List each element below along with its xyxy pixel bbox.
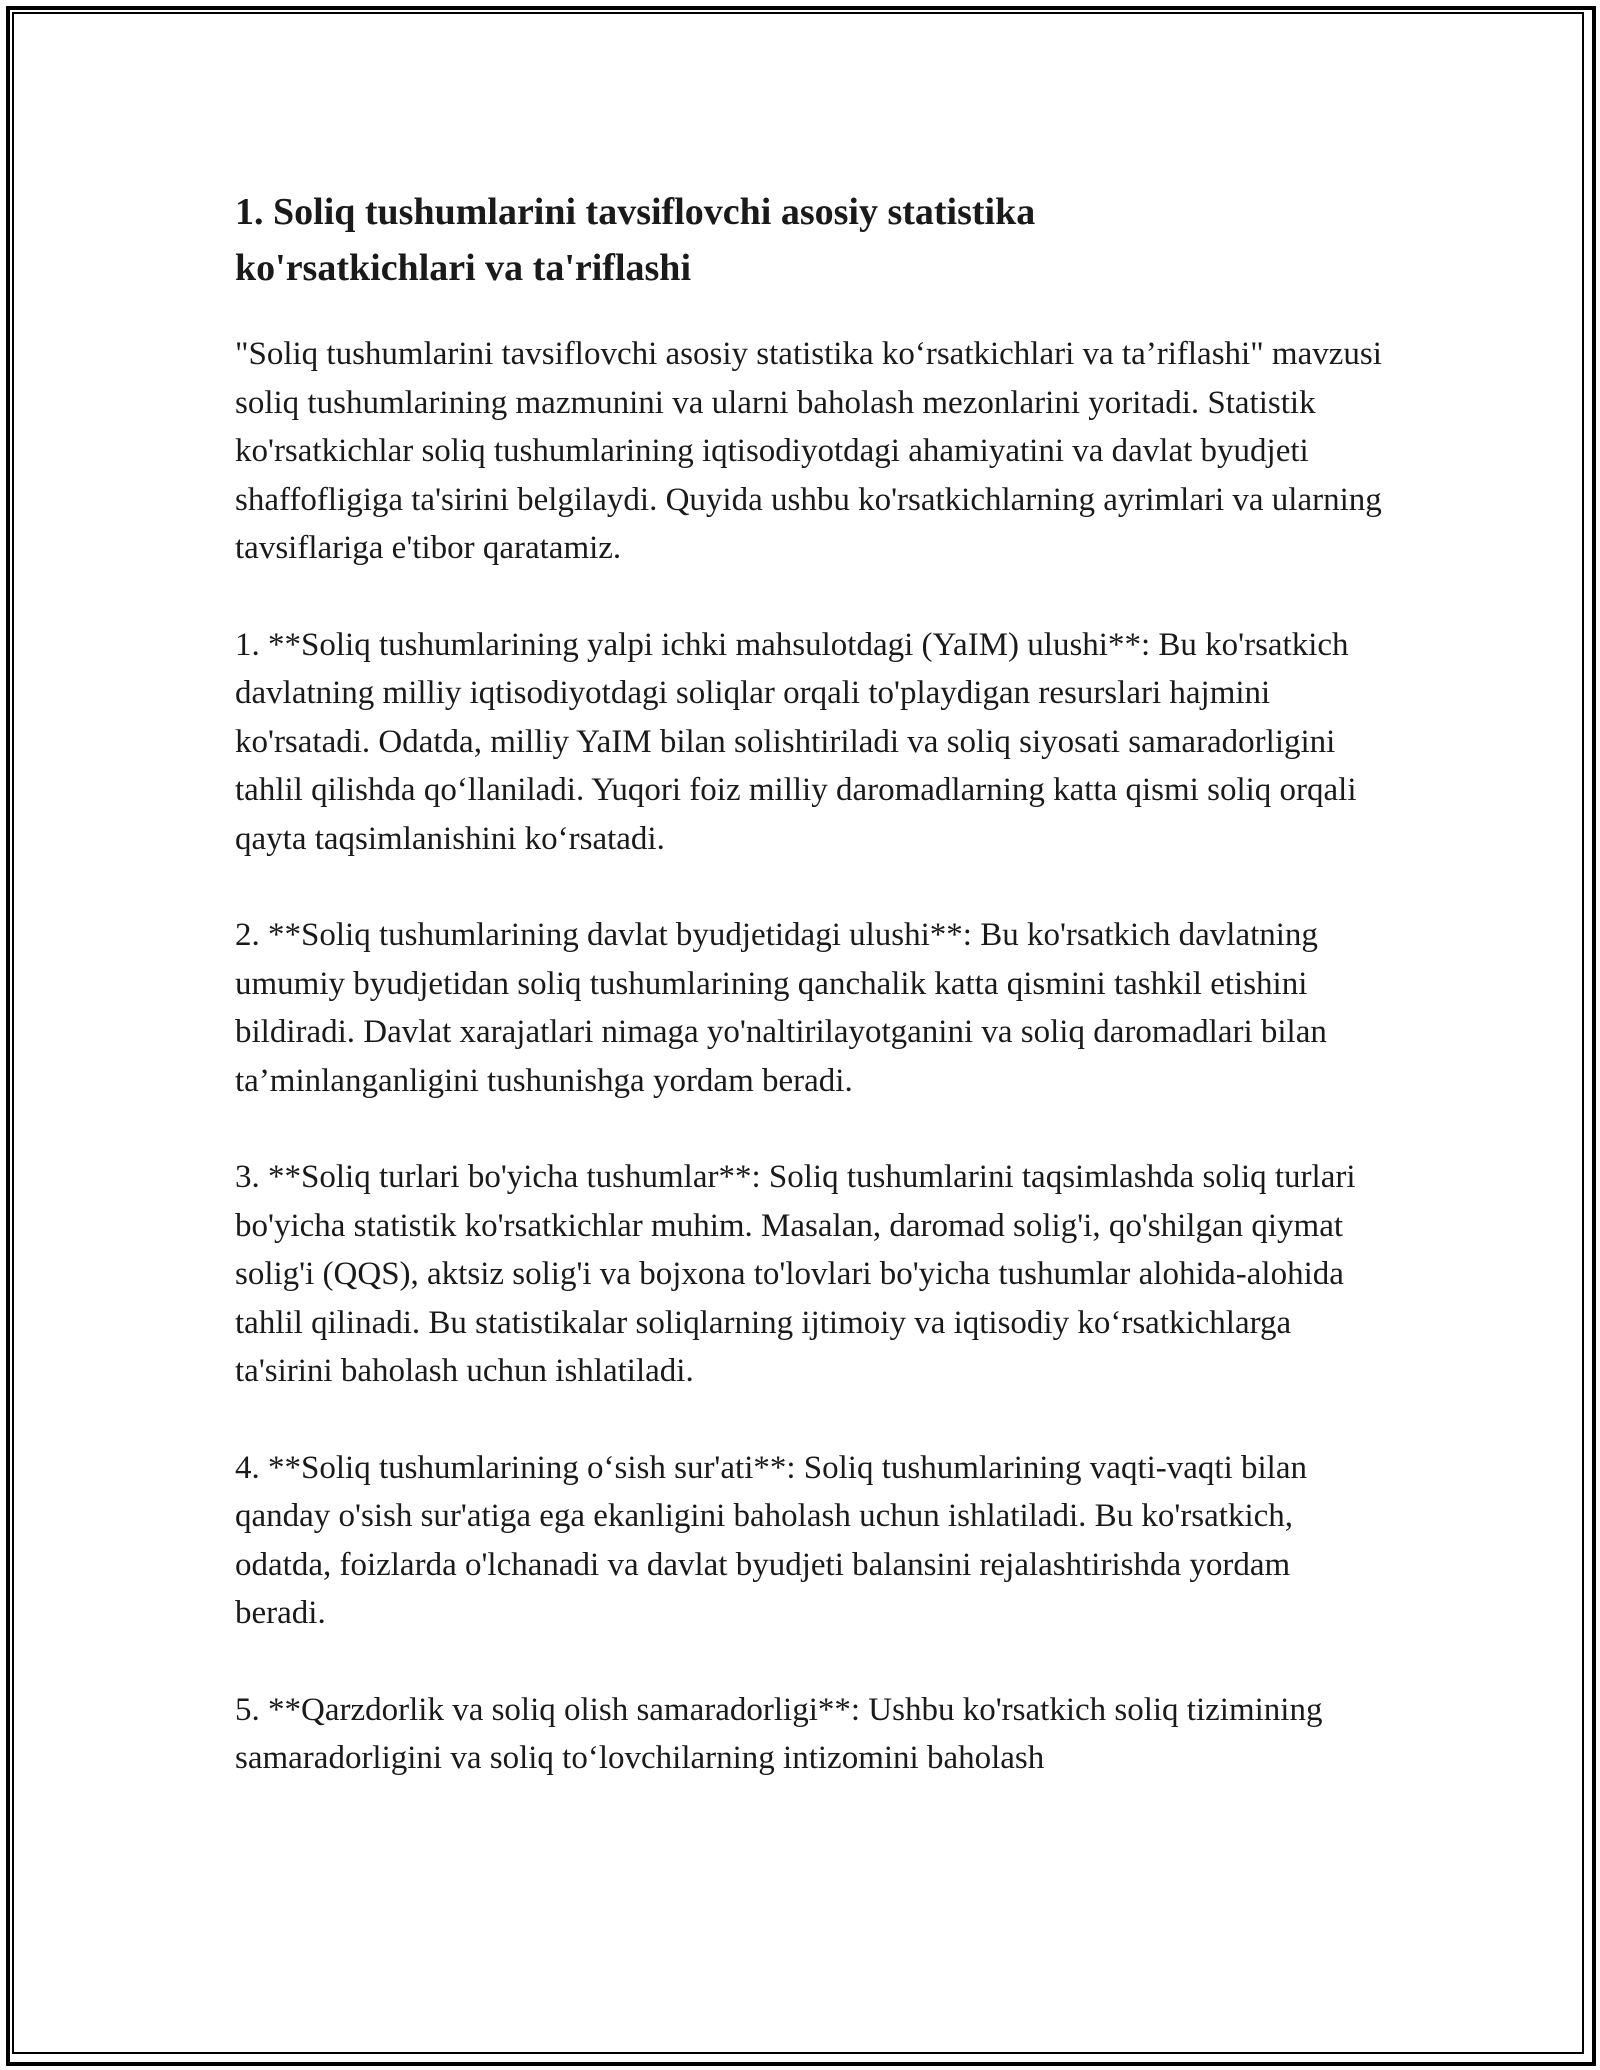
document-title: 1. Soliq tushumlarini tavsiflovchi asosiy statistika ko'rsatkichlari va ta'riflashi: [235, 191, 1036, 289]
paragraph-item-1: 1. **Soliq tushumlarining yalpi ichki mahsulotdagi (YaIM) ulushi**: Bu ko'rsatkich davlatning milliy iqtisodiyotdagi soliqlar orqali to'playdigan resurslari hajmini ko'rsatadi. Odatda, milliy YaIM bilan solishtiriladi va soliq siyosati samaradorligini tahlil qilishda qo‘llaniladi. Yuqori foiz milliy daromadlarning katta qismi soliq orqali qayta taqsimlanishini ko‘rsatadi.: [235, 626, 1357, 857]
paragraph-item-4: 4. **Soliq tushumlarining o‘sish sur'ati**: Soliq tushumlarining vaqti-vaqti bilan qanday o'sish sur'atiga ega ekanligini baholash uchun ishlatiladi. Bu ko'rsatkich, odatda, foizlarda o'lchanadi va davlat byudjeti balansini rejalashtirishda yordam beradi.: [235, 1449, 1307, 1631]
paragraph-item-5: 5. **Qarzdorlik va soliq olish samaradorligi**: Ushbu ko'rsatkich soliq tizimining samaradorligini va soliq to‘lovchilarning intizomini baholash: [235, 1691, 1323, 1776]
paragraph-item-2: 2. **Soliq tushumlarining davlat byudjetidagi ulushi**: Bu ko'rsatkich davlatning umumiy byudjetidan soliq tushumlarining qanchalik katta qismini tashkil etishini bildiradi. Davlat xarajatlari nimaga yo'naltirilayotganini va soliq daromadlari bilan ta’minlanganligini tushunishga yordam beradi.: [235, 917, 1327, 1099]
intro-paragraph: "Soliq tushumlarini tavsiflovchi asosiy statistika ko‘rsatkichlari va ta’riflashi" mavzusi soliq tushumlarining mazmunini va ularni baholash mezonlarini yoritadi. Statistik ko'rsatkichlar soliq tushumlarining iqtisodiyotdagi ahamiyatini va davlat byudjeti shaffofligiga ta'sirini belgilaydi. Quyida ushbu ko'rsatkichlarning ayrimlari va ularning tavsiflariga e'tibor qaratamiz.: [235, 336, 1382, 566]
paragraph-item-3: 3. **Soliq turlari bo'yicha tushumlar**: Soliq tushumlarini taqsimlashda soliq turlari bo'yicha statistik ko'rsatkichlar muhim. Masalan, daromad solig'i, qo'shilgan qiymat solig'i (QQS), aktsiz solig'i va bojxona to'lovlari bo'yicha tushumlar alohida-alohida tahlil qilinadi. Bu statistikalar soliqlarning ijtimoiy va iqtisodiy ko‘rsatkichlarga ta'sirini baholash uchun ishlatiladi.: [235, 1159, 1356, 1389]
document-body: [235, 184, 1385, 1831]
